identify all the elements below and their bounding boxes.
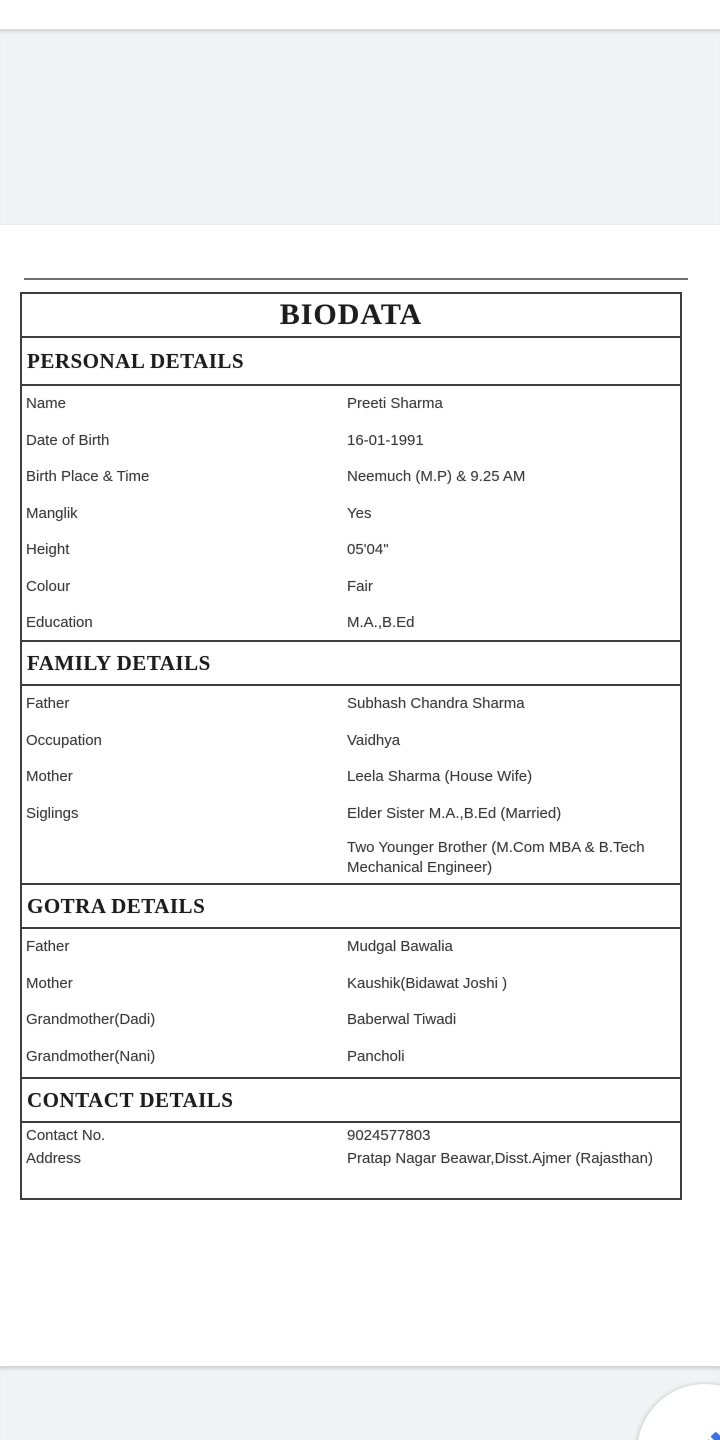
field-row [26, 796, 676, 878]
document-title: BIODATA [279, 298, 423, 331]
field-row [26, 496, 676, 533]
field-row [26, 1123, 676, 1146]
field-row [26, 759, 676, 796]
section-rows [22, 1121, 680, 1198]
field-value-line: Yes [347, 504, 372, 522]
field-value-line: Kaushik(Bidawat Joshi ) [347, 974, 508, 992]
field-label: Education [26, 614, 93, 631]
pencil-edit-icon [679, 1426, 720, 1440]
field-label: Father [26, 938, 70, 955]
field-value [347, 731, 676, 751]
previous-page-edge [0, 0, 720, 29]
field-value [347, 467, 676, 487]
field-value [347, 937, 676, 957]
field-label: Mother [26, 974, 73, 992]
field-value-line: Fair [347, 577, 373, 595]
field-value [347, 1126, 676, 1146]
field-value-line: Baberwal Tiwadi [347, 1011, 457, 1028]
field-value-line: 16-01-1991 [347, 431, 424, 449]
field-row [26, 1039, 676, 1076]
field-value-line: Preeti Sharma [347, 395, 443, 412]
field-label: Grandmother(Dadi) [26, 1011, 156, 1028]
section-heading: PERSONAL DETAILS [22, 336, 680, 384]
field-value-line: M.A.,B.Ed [347, 614, 415, 631]
field-label: Manglik [26, 504, 78, 522]
field-label: Colour [26, 577, 71, 595]
field-row [26, 605, 676, 640]
field-value-line: Leela Sharma (House Wife) [347, 768, 533, 785]
field-value [347, 613, 676, 633]
field-label: Father [26, 695, 70, 712]
field-value-line: Elder Sister M.A.,B.Ed (Married) [347, 804, 562, 822]
field-row [26, 386, 676, 423]
field-value [347, 767, 676, 787]
field-value [347, 504, 676, 524]
page-top-rule [24, 278, 688, 280]
field-label: Contact No. [26, 1127, 106, 1144]
field-label: Address [26, 1150, 82, 1167]
field-value-line: Subhash Chandra Sharma [347, 695, 525, 712]
page-gap-bottom [0, 1366, 720, 1440]
field-row [26, 459, 676, 496]
field-label: Height [26, 541, 70, 558]
page-gap [0, 29, 720, 225]
field-value-line: Vaidhya [347, 731, 401, 749]
field-value-line: 05'04" [347, 541, 389, 558]
field-value-line: 9024577803 [347, 1127, 431, 1144]
field-row [26, 929, 676, 966]
field-value-line: Pancholi [347, 1047, 405, 1065]
field-label: Birth Place & Time [26, 468, 150, 485]
section-rows [22, 927, 680, 1077]
field-value [347, 804, 676, 878]
field-label: Occupation [26, 731, 102, 749]
field-label: Mother [26, 768, 73, 785]
field-value [347, 1010, 676, 1030]
section-heading: CONTACT DETAILS [22, 1077, 680, 1121]
field-value [347, 974, 676, 994]
field-label: Name [26, 395, 67, 412]
field-row [26, 532, 676, 569]
field-row [26, 423, 676, 460]
field-value-line: Two Younger Brother (M.Com MBA & B.Tech Mechanical Engineer) [347, 838, 645, 876]
field-value [347, 577, 676, 597]
field-label: Grandmother(Nani) [26, 1047, 156, 1065]
field-row [26, 569, 676, 606]
field-value [347, 540, 676, 560]
field-label: Siglings [26, 804, 79, 822]
field-value [347, 1149, 676, 1169]
field-value [347, 1047, 676, 1067]
field-value-line: Neemuch (M.P) & 9.25 AM [347, 468, 526, 485]
field-value-line: Pratap Nagar Beawar,Disst.Ajmer (Rajasthan) [347, 1150, 653, 1167]
field-row [26, 686, 676, 723]
field-value [347, 694, 676, 714]
section-heading: FAMILY DETAILS [22, 640, 680, 684]
field-row [26, 1146, 676, 1169]
section-rows [22, 384, 680, 640]
field-label: Date of Birth [26, 431, 110, 449]
field-value [347, 394, 676, 414]
field-row [26, 723, 676, 760]
pdf-page [0, 225, 720, 1366]
section-rows [22, 684, 680, 883]
field-row [26, 1002, 676, 1039]
field-value-line: Mudgal Bawalia [347, 938, 453, 955]
section-heading: GOTRA DETAILS [22, 883, 680, 927]
field-row [26, 966, 676, 1003]
field-value [347, 431, 676, 451]
biodata-table [20, 292, 682, 1200]
